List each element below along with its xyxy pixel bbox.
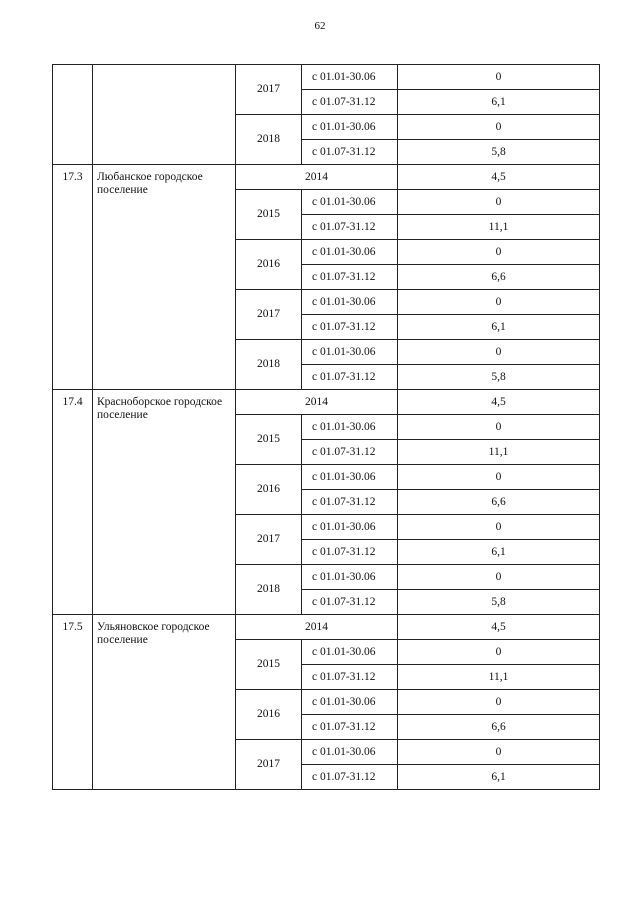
value-cell: 11,1	[398, 215, 600, 240]
base-year-cell: 2014	[236, 615, 398, 640]
value-cell: 0	[398, 565, 600, 590]
settlement-name-cell: Красноборское городское поселение	[93, 390, 236, 615]
value-cell: 0	[398, 690, 600, 715]
year-cell: 2017	[236, 290, 302, 340]
rates-table-body	[53, 65, 600, 790]
table-row	[53, 165, 600, 190]
base-year-cell: 2014	[236, 165, 398, 190]
year-cell: 2017	[236, 65, 302, 115]
period-cell: с 01.01-30.06	[302, 290, 398, 315]
value-cell: 6,1	[398, 315, 600, 340]
year-cell: 2018	[236, 115, 302, 165]
period-cell: с 01.07-31.12	[302, 215, 398, 240]
value-cell: 0	[398, 515, 600, 540]
year-cell: 2018	[236, 340, 302, 390]
period-cell: с 01.07-31.12	[302, 590, 398, 615]
value-cell: 6,1	[398, 540, 600, 565]
value-cell: 6,1	[398, 765, 600, 790]
year-cell: 2015	[236, 415, 302, 465]
year-cell: 2018	[236, 565, 302, 615]
item-number-cell	[53, 65, 93, 165]
period-cell: с 01.07-31.12	[302, 265, 398, 290]
period-cell: с 01.01-30.06	[302, 190, 398, 215]
base-value-cell: 4,5	[398, 165, 600, 190]
rates-table	[52, 64, 600, 790]
value-cell: 0	[398, 415, 600, 440]
page-number: 62	[314, 20, 326, 32]
value-cell: 11,1	[398, 440, 600, 465]
period-cell: с 01.07-31.12	[302, 490, 398, 515]
value-cell: 0	[398, 240, 600, 265]
item-number-cell: 17.4	[53, 390, 93, 615]
year-cell: 2017	[236, 515, 302, 565]
period-cell: с 01.07-31.12	[302, 440, 398, 465]
period-cell: с 01.01-30.06	[302, 565, 398, 590]
value-cell: 0	[398, 115, 600, 140]
period-cell: с 01.01-30.06	[302, 240, 398, 265]
year-cell: 2015	[236, 640, 302, 690]
period-cell: с 01.01-30.06	[302, 115, 398, 140]
year-cell: 2016	[236, 240, 302, 290]
period-cell: с 01.07-31.12	[302, 315, 398, 340]
base-value-cell: 4,5	[398, 615, 600, 640]
period-cell: с 01.07-31.12	[302, 90, 398, 115]
table-row	[53, 65, 600, 90]
period-cell: с 01.07-31.12	[302, 765, 398, 790]
period-cell: с 01.01-30.06	[302, 740, 398, 765]
period-cell: с 01.07-31.12	[302, 140, 398, 165]
value-cell: 0	[398, 465, 600, 490]
value-cell: 6,1	[398, 90, 600, 115]
settlement-name-cell	[93, 65, 236, 165]
period-cell: с 01.01-30.06	[302, 415, 398, 440]
value-cell: 5,8	[398, 140, 600, 165]
year-cell: 2016	[236, 690, 302, 740]
value-cell: 5,8	[398, 590, 600, 615]
period-cell: с 01.07-31.12	[302, 715, 398, 740]
period-cell: с 01.01-30.06	[302, 465, 398, 490]
year-cell: 2016	[236, 465, 302, 515]
item-number-cell: 17.5	[53, 615, 93, 790]
value-cell: 6,6	[398, 265, 600, 290]
value-cell: 0	[398, 740, 600, 765]
period-cell: с 01.07-31.12	[302, 665, 398, 690]
period-cell: с 01.01-30.06	[302, 515, 398, 540]
value-cell: 5,8	[398, 365, 600, 390]
period-cell: с 01.07-31.12	[302, 365, 398, 390]
period-cell: с 01.01-30.06	[302, 340, 398, 365]
base-value-cell: 4,5	[398, 390, 600, 415]
table-row	[53, 390, 600, 415]
period-cell: с 01.01-30.06	[302, 640, 398, 665]
item-number-cell: 17.3	[53, 165, 93, 390]
base-year-cell: 2014	[236, 390, 398, 415]
value-cell: 0	[398, 190, 600, 215]
value-cell: 6,6	[398, 715, 600, 740]
table-row	[53, 615, 600, 640]
period-cell: с 01.01-30.06	[302, 65, 398, 90]
year-cell: 2015	[236, 190, 302, 240]
value-cell: 6,6	[398, 490, 600, 515]
value-cell: 0	[398, 65, 600, 90]
period-cell: с 01.01-30.06	[302, 690, 398, 715]
value-cell: 0	[398, 290, 600, 315]
year-cell: 2017	[236, 740, 302, 790]
value-cell: 0	[398, 340, 600, 365]
value-cell: 11,1	[398, 665, 600, 690]
value-cell: 0	[398, 640, 600, 665]
settlement-name-cell: Любанское городское поселение	[93, 165, 236, 390]
period-cell: с 01.07-31.12	[302, 540, 398, 565]
settlement-name-cell: Ульяновское городское поселение	[93, 615, 236, 790]
